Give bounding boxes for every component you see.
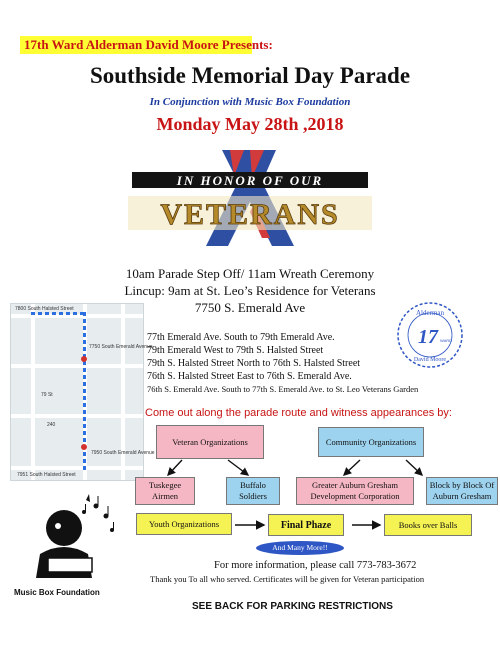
route-line: 79th Emerald West to 79th S. Halsted Street [147, 345, 324, 356]
map-street [31, 304, 35, 480]
parking-notice: SEE BACK FOR PARKING RESTRICTIONS [192, 601, 393, 612]
arrow-icon [344, 460, 360, 475]
tuskegee-airmen-box: Tuskegee Airmen [135, 477, 195, 505]
parade-date: Monday May 28th ,2018 [156, 114, 344, 134]
map-label-mid: 79 St [41, 392, 53, 398]
arrow-icon [228, 460, 248, 475]
seal-top-text: Alderman [416, 309, 444, 317]
arrow-icon [168, 460, 182, 475]
community-organizations-box: Community Organizations [318, 427, 424, 457]
music-box-foundation-label: Music Box Foundation [14, 588, 100, 597]
final-phaze-box: Final Phaze [268, 514, 344, 536]
music-box-foundation-logo [26, 488, 122, 588]
map-label-num: 240 [47, 422, 56, 428]
map-route-line [31, 312, 85, 315]
step-off-line: 10am Parade Step Off/ 11am Wreath Ceremony [125, 266, 375, 281]
thanks-note: Thank you To all who served. Certificates will be given for Veteran participation [150, 574, 425, 584]
seal-ward-text: WARD [439, 338, 453, 343]
route-line: 76th S. Emerald Ave. South to 77th S. Emerald Ave. to St. Leo Veterans Garden [147, 384, 419, 394]
presenter-banner: 17th Ward Alderman David Moore Presents: [20, 36, 252, 54]
arrow-icon [406, 460, 422, 475]
address-line: 7750 S. Emerald Ave [194, 300, 306, 315]
route-line: 76th S. Halsted Street East to 76th S. Emerald Ave. [147, 371, 352, 382]
greater-auburn-box: Greater Auburn Gresham Development Corporation [296, 477, 414, 505]
map-label-start: 7750 South Emerald Avenue [89, 344, 153, 350]
map-label-top: 7800 South Halsted Street [15, 306, 74, 312]
youth-organizations-box: Youth Organizations [136, 513, 232, 535]
seal-bottom-text: David Moore [413, 357, 447, 363]
map-pin-icon [81, 444, 87, 450]
map-label-end: 7950 South Emerald Avenue [91, 450, 155, 456]
buffalo-soldiers-box: Buffalo Soldiers [226, 477, 280, 505]
map-pin-icon [81, 356, 87, 362]
block-by-block-box: Block by Block Of Auburn Gresham [426, 477, 498, 505]
org-chart-arrows [130, 455, 500, 545]
many-more-badge: And Many More!! [256, 541, 344, 555]
veterans-banner-image [126, 142, 374, 250]
books-over-balls-box: Books over Balls [384, 514, 472, 536]
map-label-bottom: 7951 South Halsted Street [17, 472, 76, 478]
banner-line2: VETERANS [160, 198, 340, 231]
conjunction-subtitle: In Conjunction with Music Box Foundation [149, 96, 351, 108]
lineup-line: Lincup: 9am at St. Leo’s Residence for Veterans [124, 283, 376, 298]
route-list [147, 331, 419, 396]
contact-info: For more information, please call 773-783-3672 [214, 560, 417, 571]
callout-text: Come out along the parade route and witness appearances by: [145, 407, 452, 419]
parade-title: Southside Memorial Day Parade [89, 63, 411, 88]
banner-line1: IN HONOR OF OUR [176, 173, 324, 188]
veteran-organizations-box: Veteran Organizations [156, 425, 264, 459]
route-line: 79th S. Halsted Street North to 76th S. Halsted Street [147, 358, 361, 369]
seal-number: 17 [418, 326, 438, 348]
parade-route-map [10, 303, 155, 481]
route-line: 77th Emerald Ave. South to 79th Emerald Ave. [147, 332, 335, 343]
